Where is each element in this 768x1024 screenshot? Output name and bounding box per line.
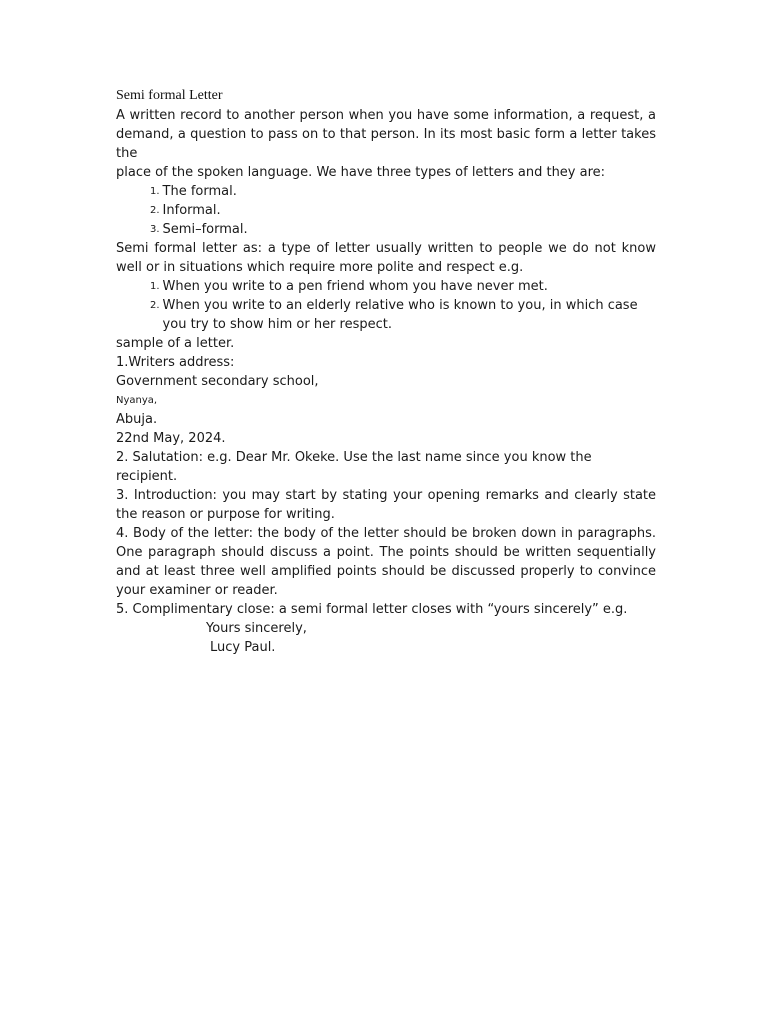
- list-item: [150, 277, 656, 296]
- salutation-point: 2. Salutation: e.g. Dear Mr. Okeke. Use the last name since you know the recipient.: [116, 450, 592, 484]
- intro-paragraph: [116, 106, 656, 182]
- list-item: [150, 182, 656, 201]
- intro-line: place of the spoken language. We have three types of letters and they are:: [116, 165, 606, 180]
- list-item: [150, 220, 656, 239]
- list-text: Semi–formal.: [162, 222, 248, 237]
- document-body: [116, 86, 656, 657]
- list-text: Informal.: [162, 203, 221, 218]
- list-text: The formal.: [162, 184, 237, 199]
- writers-address-label: 1.Writers address:: [116, 355, 235, 370]
- signature-name: Lucy Paul.: [210, 640, 276, 655]
- intro-line: A written record to another person when you have some information, a request, a: [116, 108, 656, 123]
- list-text: When you write to a pen friend whom you have never met.: [162, 279, 548, 294]
- letter-types-list: [116, 182, 656, 239]
- address-block: [116, 372, 656, 448]
- definition-paragraph: Semi formal letter as: a type of letter usually written to people we do not know well or in situations which require more polite and respect e.g.: [116, 241, 656, 275]
- list-item: [150, 296, 656, 334]
- closing-phrase: Yours sincerely,: [206, 621, 307, 636]
- address-line: Nyanya,: [116, 395, 158, 406]
- complimentary-close-point: 5. Complimentary close: a semi formal letter closes with “yours sincerely” e.g.: [116, 602, 628, 617]
- intro-line: demand, a question to pass on to that person. In its most basic form a letter takes the: [116, 127, 656, 161]
- document-title: Semi formal Letter: [116, 88, 223, 103]
- closing-block: [116, 619, 656, 657]
- examples-list: [116, 277, 656, 334]
- list-number: 1.: [150, 281, 160, 292]
- address-line: Government secondary school,: [116, 374, 319, 389]
- body-point: 4. Body of the letter: the body of the letter should be broken down in paragraphs. One paragraph should discuss a point. The points should be written sequentially and at least three well amplified points should be discussed properly to convince your examiner or reader.: [116, 526, 656, 598]
- list-number: 2.: [150, 300, 160, 311]
- list-number: 1.: [150, 186, 160, 197]
- address-line: Abuja.: [116, 412, 158, 427]
- introduction-point: 3. Introduction: you may start by stating your opening remarks and clearly state the reason or purpose for writing.: [116, 488, 656, 522]
- list-text: When you write to an elderly relative who is known to you, in which case you try to show him or her respect.: [162, 298, 638, 332]
- sample-heading: sample of a letter.: [116, 336, 235, 351]
- address-date: 22nd May, 2024.: [116, 431, 226, 446]
- list-item: [150, 201, 656, 220]
- list-number: 3.: [150, 224, 160, 235]
- list-number: 2.: [150, 205, 160, 216]
